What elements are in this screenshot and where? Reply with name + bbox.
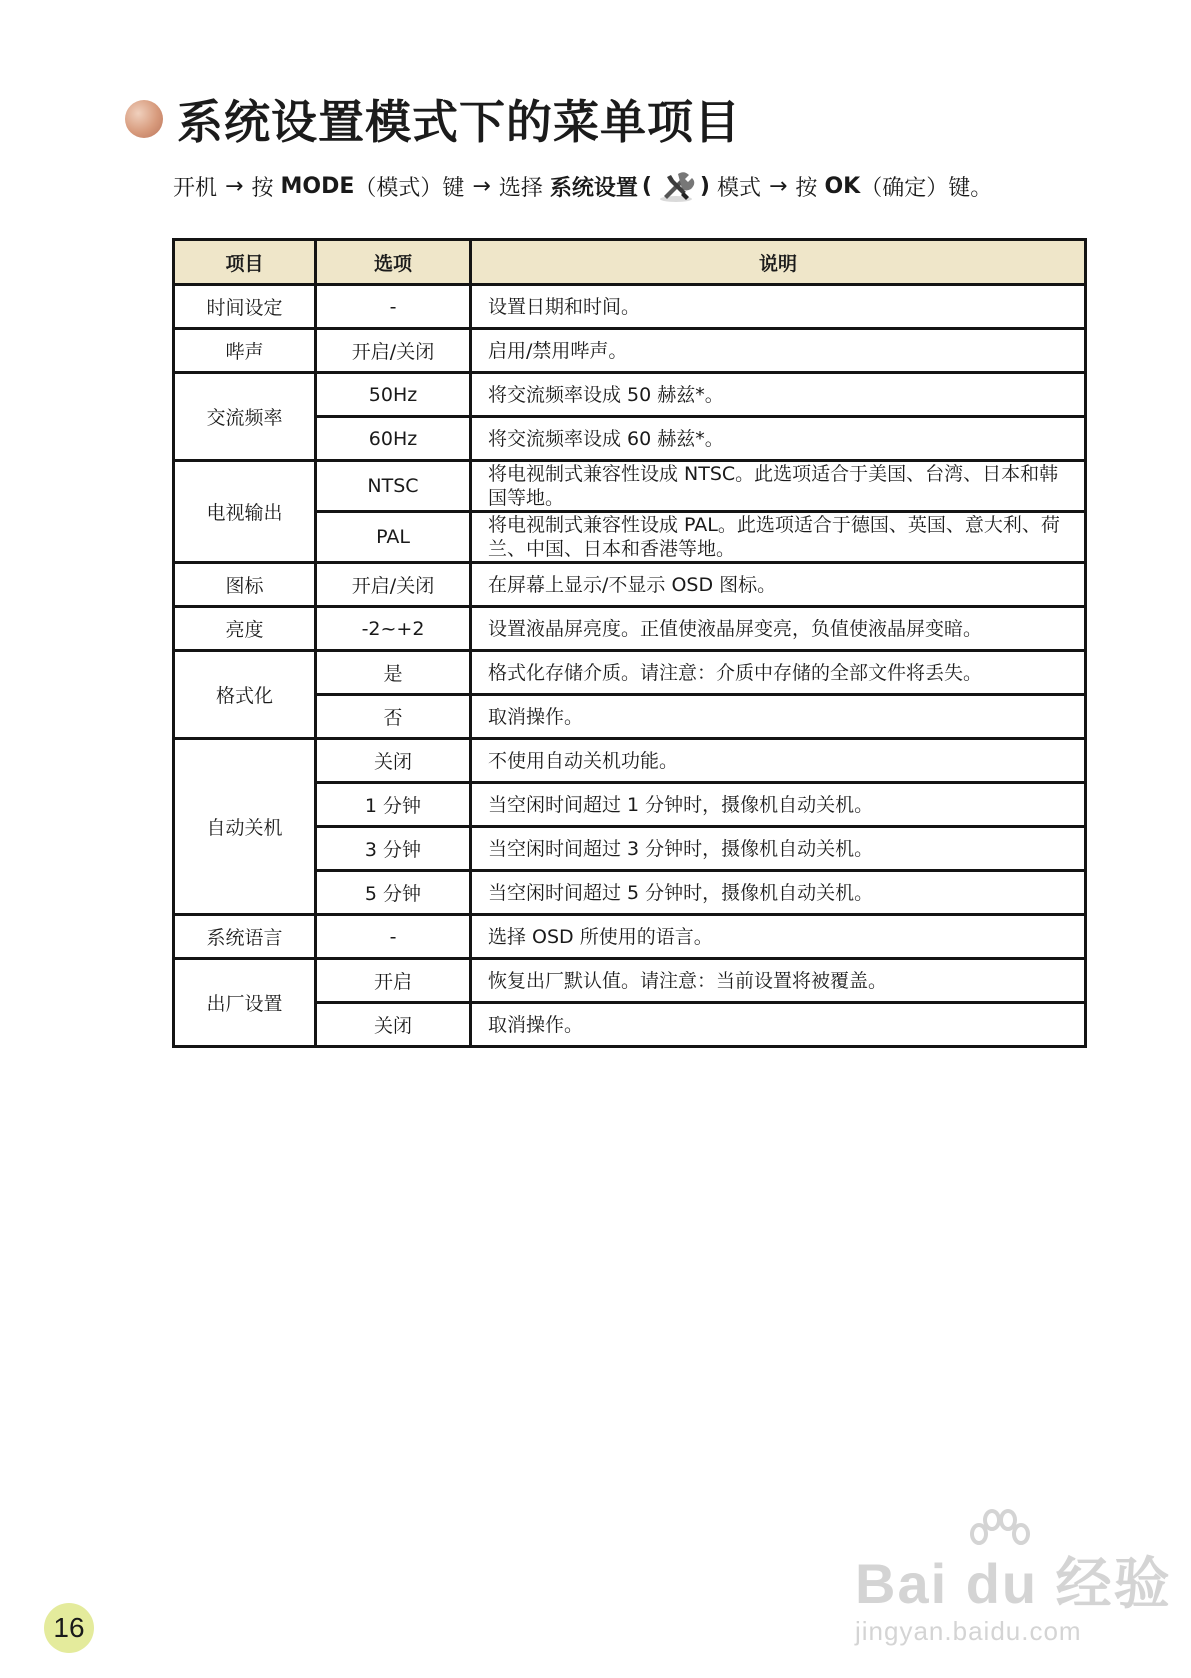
page-number: 16 [44, 1603, 94, 1653]
description-cell: 格式化存储介质。请注意：介质中存储的全部文件将丢失。 [471, 651, 1086, 695]
option-cell: - [316, 285, 471, 329]
arrow-icon: → [768, 173, 788, 199]
item-cell: 系统语言 [174, 915, 316, 959]
header-description: 说明 [471, 240, 1086, 285]
item-cell: 出厂设置 [174, 959, 316, 1047]
table-row [174, 285, 1086, 329]
option-cell: NTSC [316, 461, 471, 512]
option-cell: - [316, 915, 471, 959]
title-block [125, 86, 741, 152]
item-cell: 电视输出 [174, 461, 316, 563]
table-row [174, 959, 1086, 1003]
instr-text-3: （模式）键 [354, 175, 465, 201]
table-row [174, 651, 1086, 695]
instr-text-6: 按 [795, 175, 818, 201]
tools-icon [656, 168, 696, 204]
description-cell: 将交流频率设成 50 赫兹*。 [471, 373, 1086, 417]
description-cell: 不使用自动关机功能。 [471, 739, 1086, 783]
mode-key-label: MODE [280, 173, 355, 199]
description-cell: 将电视制式兼容性设成 PAL。此选项适合于德国、英国、意大利、荷兰、中国、日本和香港等地。 [471, 512, 1086, 563]
description-cell: 将交流频率设成 60 赫兹*。 [471, 417, 1086, 461]
table-row [174, 739, 1086, 783]
item-cell: 亮度 [174, 607, 316, 651]
item-cell: 时间设定 [174, 285, 316, 329]
option-cell: 1 分钟 [316, 783, 471, 827]
paw-icon [965, 1508, 1035, 1568]
arrow-icon: → [472, 173, 491, 199]
item-cell: 哔声 [174, 329, 316, 373]
ok-key-label: OK [824, 173, 861, 199]
paren-close: ) [699, 173, 710, 199]
page-title: 系统设置模式下的菜单项目 [177, 95, 741, 149]
header-item: 项目 [174, 240, 316, 285]
watermark-logo: Bai du 经验 [855, 1552, 1172, 1615]
item-cell: 自动关机 [174, 739, 316, 915]
table-row [174, 373, 1086, 417]
settings-menu-table [172, 238, 1087, 1048]
description-cell: 当空闲时间超过 5 分钟时，摄像机自动关机。 [471, 871, 1086, 915]
table-row [174, 607, 1086, 651]
baidu-watermark [855, 1540, 1172, 1647]
description-cell: 在屏幕上显示/不显示 OSD 图标。 [471, 563, 1086, 607]
instr-text-2: 按 [251, 175, 274, 201]
table-row [174, 461, 1086, 512]
table-row [174, 915, 1086, 959]
item-cell: 交流频率 [174, 373, 316, 461]
description-cell: 设置液晶屏亮度。正值使液晶屏变亮，负值使液晶屏变暗。 [471, 607, 1086, 651]
description-cell: 当空闲时间超过 1 分钟时，摄像机自动关机。 [471, 783, 1086, 827]
instr-text-5: 模式 [716, 175, 761, 201]
table-header-row [174, 240, 1086, 285]
paren-open: ( [641, 173, 652, 199]
option-cell: 是 [316, 651, 471, 695]
option-cell: 50Hz [316, 373, 471, 417]
option-cell: PAL [316, 512, 471, 563]
item-cell: 图标 [174, 563, 316, 607]
description-cell: 启用/禁用哔声。 [471, 329, 1086, 373]
description-cell: 取消操作。 [471, 695, 1086, 739]
instr-text-7: （确定）键。 [860, 175, 993, 201]
description-cell: 取消操作。 [471, 1003, 1086, 1047]
option-cell: 关闭 [316, 1003, 471, 1047]
instruction-line [173, 168, 992, 204]
description-cell: 选择 OSD 所使用的语言。 [471, 915, 1086, 959]
table-row [174, 563, 1086, 607]
description-cell: 恢复出厂默认值。请注意：当前设置将被覆盖。 [471, 959, 1086, 1003]
arrow-icon: → [225, 173, 244, 199]
option-cell: 开启 [316, 959, 471, 1003]
option-cell: 3 分钟 [316, 827, 471, 871]
option-cell: 否 [316, 695, 471, 739]
watermark-url: jingyan.baidu.com [855, 1616, 1082, 1646]
option-cell: 5 分钟 [316, 871, 471, 915]
option-cell: 开启/关闭 [316, 563, 471, 607]
header-option: 选项 [316, 240, 471, 285]
description-cell: 将电视制式兼容性设成 NTSC。此选项适合于美国、台湾、日本和韩国等地。 [471, 461, 1086, 512]
description-cell: 当空闲时间超过 3 分钟时，摄像机自动关机。 [471, 827, 1086, 871]
instr-text-1: 开机 [173, 175, 218, 201]
table-row [174, 329, 1086, 373]
description-cell: 设置日期和时间。 [471, 285, 1086, 329]
instr-text-4: 选择 [498, 175, 543, 201]
option-cell: 60Hz [316, 417, 471, 461]
option-cell: 开启/关闭 [316, 329, 471, 373]
mode-name-label: 系统设置 [549, 175, 638, 201]
option-cell: -2~+2 [316, 607, 471, 651]
item-cell: 格式化 [174, 651, 316, 739]
bullet-icon [125, 100, 163, 138]
option-cell: 关闭 [316, 739, 471, 783]
